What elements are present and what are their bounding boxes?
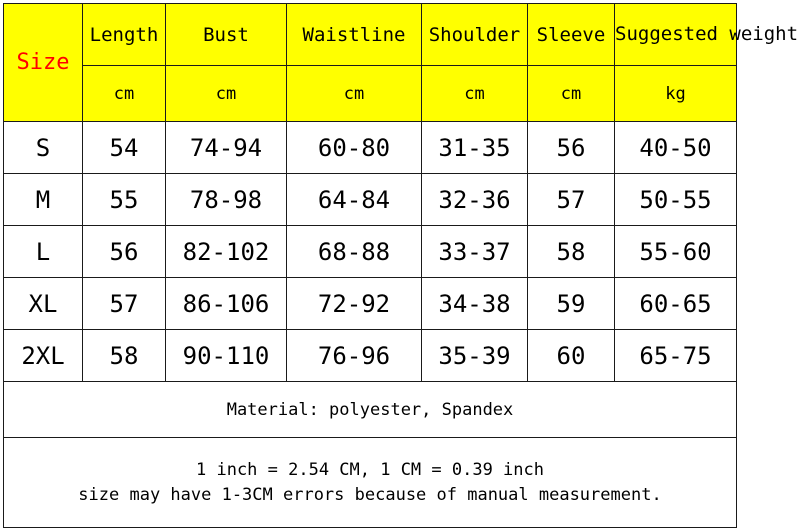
length-cell: 57	[83, 278, 166, 330]
bust-cell: 74-94	[166, 122, 287, 174]
unit-suggested-weight: kg	[615, 66, 737, 122]
weight-cell: 50-55	[615, 174, 737, 226]
waistline-cell: 64-84	[287, 174, 422, 226]
measurement-notes-row	[4, 438, 737, 528]
col-header-bust: Bust	[166, 4, 287, 66]
unit-shoulder: cm	[422, 66, 528, 122]
size-cell: XL	[4, 278, 83, 330]
weight-cell: 40-50	[615, 122, 737, 174]
material-row	[4, 382, 737, 438]
measurement-notes	[4, 438, 737, 528]
header-row	[4, 4, 737, 66]
size-header: Size	[4, 4, 83, 122]
size-cell: S	[4, 122, 83, 174]
table-row	[4, 122, 737, 174]
shoulder-cell: 32-36	[422, 174, 528, 226]
waistline-cell: 76-96	[287, 330, 422, 382]
length-cell: 58	[83, 330, 166, 382]
material-note: Material: polyester, Spandex	[4, 382, 737, 438]
sleeve-cell: 59	[528, 278, 615, 330]
shoulder-cell: 34-38	[422, 278, 528, 330]
table-row	[4, 174, 737, 226]
bust-cell: 86-106	[166, 278, 287, 330]
weight-cell: 60-65	[615, 278, 737, 330]
col-header-length: Length	[83, 4, 166, 66]
col-header-sleeve: Sleeve	[528, 4, 615, 66]
shoulder-cell: 31-35	[422, 122, 528, 174]
shoulder-cell: 35-39	[422, 330, 528, 382]
table-row	[4, 226, 737, 278]
size-table	[3, 3, 798, 528]
error-note: size may have 1-3CM errors because of manual measurement.	[78, 484, 662, 505]
bust-cell: 82-102	[166, 226, 287, 278]
bust-cell: 90-110	[166, 330, 287, 382]
size-cell: M	[4, 174, 83, 226]
weight-cell: 65-75	[615, 330, 737, 382]
size-cell: 2XL	[4, 330, 83, 382]
waistline-cell: 68-88	[287, 226, 422, 278]
col-header-waistline: Waistline	[287, 4, 422, 66]
waistline-cell: 72-92	[287, 278, 422, 330]
conversion-note: 1 inch = 2.54 CM, 1 CM = 0.39 inch	[196, 459, 544, 480]
unit-length: cm	[83, 66, 166, 122]
bust-cell: 78-98	[166, 174, 287, 226]
col-header-suggested-weight: Suggested weight	[615, 4, 737, 66]
shoulder-cell: 33-37	[422, 226, 528, 278]
unit-row	[4, 66, 737, 122]
length-cell: 55	[83, 174, 166, 226]
table-row	[4, 278, 737, 330]
table-row	[4, 330, 737, 382]
sleeve-cell: 56	[528, 122, 615, 174]
col-header-shoulder: Shoulder	[422, 4, 528, 66]
unit-sleeve: cm	[528, 66, 615, 122]
weight-cell: 55-60	[615, 226, 737, 278]
waistline-cell: 60-80	[287, 122, 422, 174]
unit-bust: cm	[166, 66, 287, 122]
length-cell: 56	[83, 226, 166, 278]
sleeve-cell: 57	[528, 174, 615, 226]
sleeve-cell: 58	[528, 226, 615, 278]
unit-waistline: cm	[287, 66, 422, 122]
sleeve-cell: 60	[528, 330, 615, 382]
size-cell: L	[4, 226, 83, 278]
length-cell: 54	[83, 122, 166, 174]
